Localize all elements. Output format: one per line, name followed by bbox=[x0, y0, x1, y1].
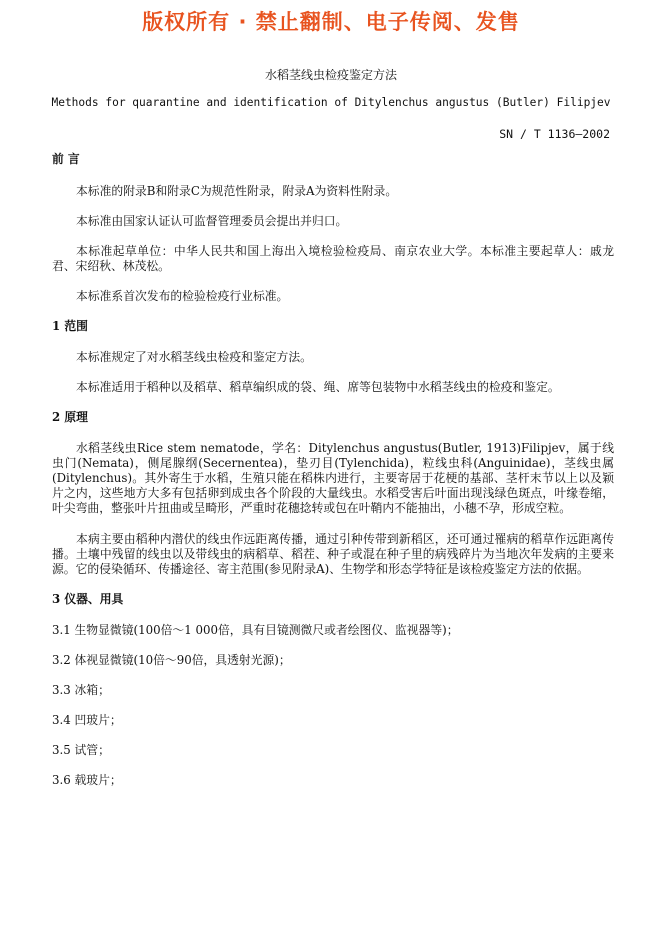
foreword-heading: 前 言 bbox=[52, 152, 80, 166]
standard-code: SN / T 1136—2002 bbox=[499, 127, 610, 141]
document-title-chinese: 水稻茎线虫检疫鉴定方法 bbox=[264, 68, 397, 82]
principle-paragraph: 水稻茎线虫Rice stem nematode，学名：Ditylenchus angustus(Butler, 1913)Filipjev，属于线虫门(Nemata)，侧尾腺纲(Secernentea)，垫刃目(Tylenchida)，粒线虫科(Anguinidae)，茎线虫属(Ditylenchus)。其外寄生于水稻，生殖只能在稻株内进行，主要寄居于花梗的基部、茎杆末节以上以及颖片之内，这些地方大多有包括卵到成虫各个阶段的大量线虫。水稻受害后叶面出现浅绿色斑点，叶缘卷缩，叶尖弯曲，整张叶片扭曲或呈畸形，严重时花穗捻转或包在叶鞘内不能抽出，小穗不孕，形成空粒。 bbox=[52, 441, 614, 515]
instrument-item: 3.1 生物显微镜(100倍～1 000倍，具有目镜测微尺或者绘图仪、监视器等)； bbox=[52, 623, 459, 637]
section-scope-heading: 1 范围 bbox=[52, 319, 88, 333]
foreword-paragraph: 本标准的附录B和附录C为规范性附录，附录A为资料性附录。 bbox=[76, 184, 398, 198]
section-instruments-heading: 3 仪器、用具 bbox=[52, 592, 124, 606]
foreword-paragraph: 本标准由国家认证认可监督管理委员会提出并归口。 bbox=[76, 214, 348, 228]
instrument-item: 3.3 冰箱； bbox=[52, 683, 110, 697]
foreword-paragraph: 本标准系首次发布的检验检疫行业标准。 bbox=[76, 289, 289, 303]
principle-paragraph: 本病主要由稻种内潜伏的线虫作远距离传播，通过引种传带到新稻区，还可通过罹病的稻草作远距离传播。土壤中残留的线虫以及带线虫的病稻草、稻茬、种子或混在种子里的病残碎片为当地次年发病的主要来源。它的侵染循环、传播途径、寄主范围(参见附录A)、生物学和形态学特征是该检疫鉴定方法的依据。 bbox=[52, 532, 614, 576]
scope-paragraph: 本标准规定了对水稻茎线虫检疫和鉴定方法。 bbox=[76, 350, 312, 364]
document-body bbox=[52, 152, 614, 788]
copyright-banner: 版权所有 · 禁止翻制、电子传阅、发售 bbox=[142, 10, 520, 34]
section-principle-heading: 2 原理 bbox=[52, 410, 88, 424]
document-title-english: Methods for quarantine and identification of Ditylenchus angustus (Butler) Filipjev bbox=[51, 96, 611, 109]
foreword-paragraph: 本标准起草单位：中华人民共和国上海出入境检验检疫局、南京农业大学。本标准主要起草人：戚龙君、宋绍秋、林茂松。 bbox=[52, 244, 614, 273]
instrument-item: 3.2 体视显微镜(10倍～90倍，具透射光源)； bbox=[52, 653, 291, 667]
scope-paragraph: 本标准适用于稻种以及稻草、稻草编织成的袋、绳、席等包装物中水稻茎线虫的检疫和鉴定。 bbox=[76, 380, 560, 394]
instrument-item: 3.6 载玻片； bbox=[52, 773, 122, 787]
instrument-item: 3.4 凹玻片； bbox=[52, 713, 122, 727]
instrument-item: 3.5 试管； bbox=[52, 743, 110, 757]
